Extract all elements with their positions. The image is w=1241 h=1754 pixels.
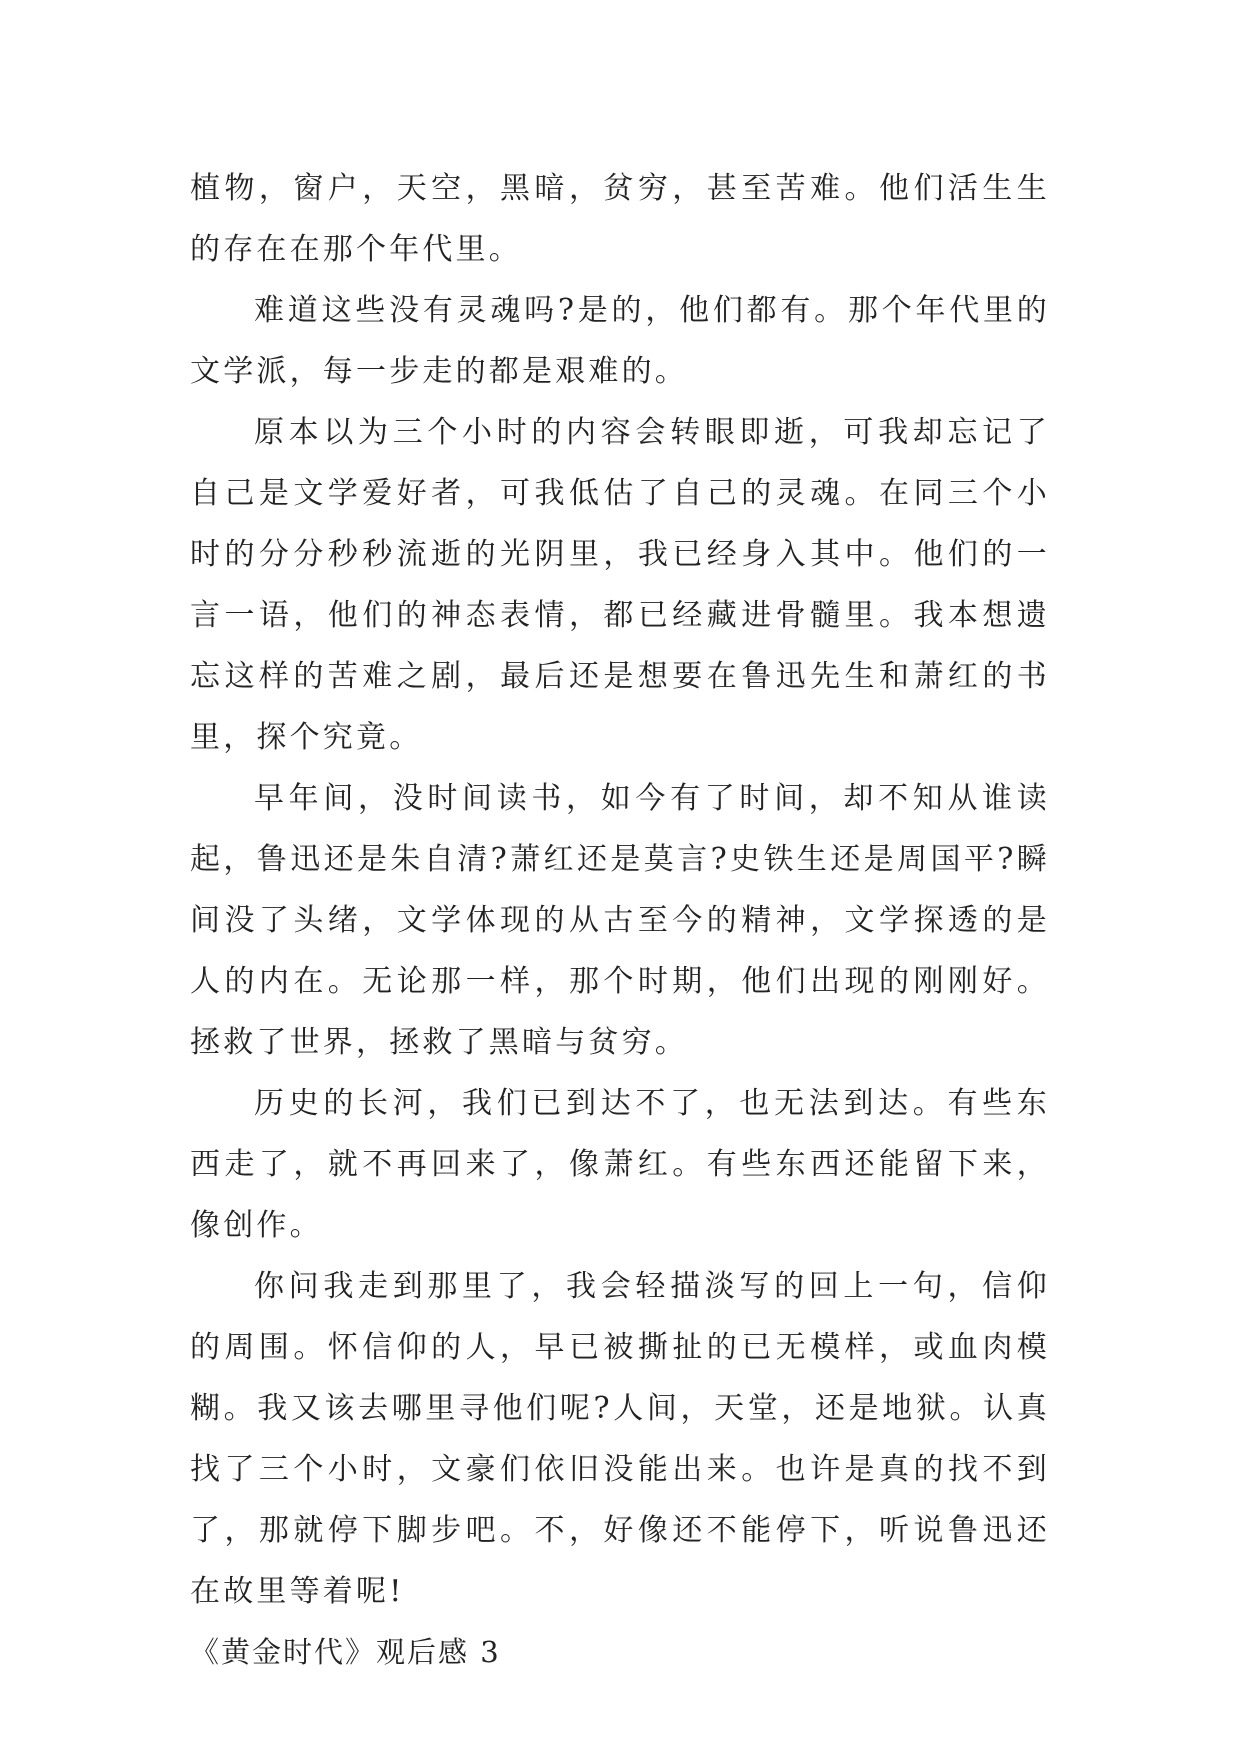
paragraph-4: 早年间，没时间读书，如今有了时间，却不知从谁读起，鲁迅还是朱自清?萧红还是莫言?史铁生还是周国平?瞬间没了头绪，文学体现的从古至今的精神，文学探透的是人的内在。无论那一样，那个时期，他们出现的刚刚好。拯救了世界，拯救了黑暗与贫穷。 xyxy=(190,781,1050,1060)
paragraph-5: 历史的长河，我们已到达不了，也无法到达。有些东西走了，就不再回来了，像萧红。有些东西还能留下来，像创作。 xyxy=(190,1086,1050,1243)
paragraph-3: 原本以为三个小时的内容会转眼即逝，可我却忘记了自己是文学爱好者，可我低估了自己的灵魂。在同三个小时的分分秒秒流逝的光阴里，我已经身入其中。他们的一言一语，他们的神态表情，都已经藏进骨髓里。我本想遗忘这样的苦难之剧，最后还是想要在鲁迅先生和萧红的书里，探个究竟。 xyxy=(190,415,1050,755)
paragraph-1: 植物，窗户，天空，黑暗，贫穷，甚至苦难。他们活生生的存在在那个年代里。 xyxy=(190,171,1050,267)
paragraph-2: 难道这些没有灵魂吗?是的，他们都有。那个年代里的文学派，每一步走的都是艰难的。 xyxy=(190,293,1050,389)
section-title: 《黄金时代》观后感 3 xyxy=(190,1635,501,1669)
document-body xyxy=(190,158,1050,1683)
paragraph-6: 你问我走到那里了，我会轻描淡写的回上一句，信仰的周围。怀信仰的人，早已被撕扯的已无模样，或血肉模糊。我又该去哪里寻他们呢?人间，天堂，还是地狱。认真找了三个小时，文豪们依旧没能出来。也许是真的找不到了，那就停下脚步吧。不，好像还不能停下，听说鲁迅还在故里等着呢! xyxy=(190,1269,1050,1609)
